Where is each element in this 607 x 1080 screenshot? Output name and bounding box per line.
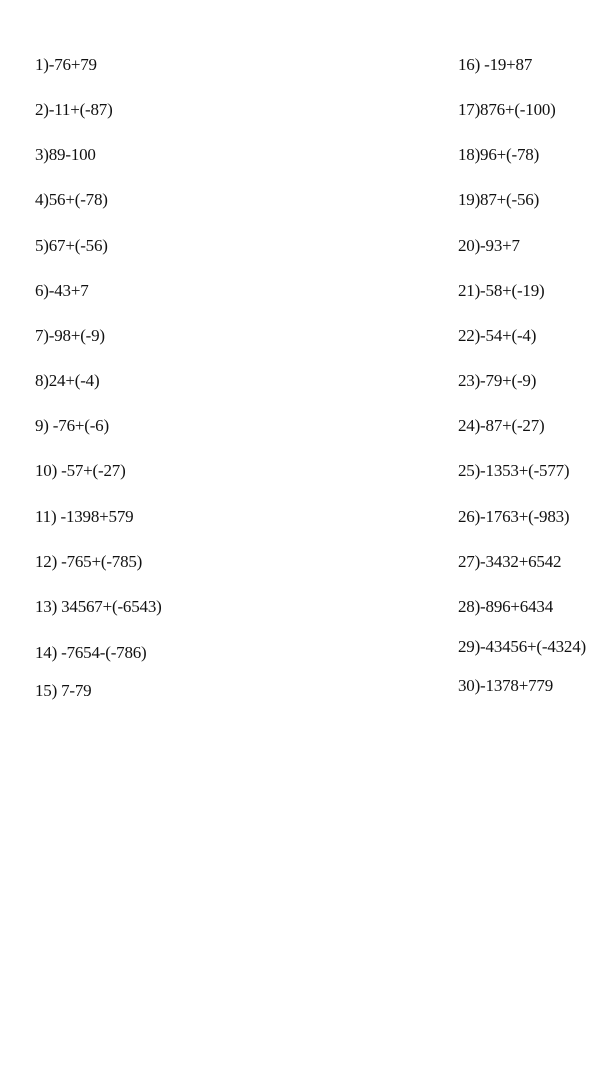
problem-7: 7)-98+(-9) <box>35 326 105 345</box>
problem-11: 11) -1398+579 <box>35 507 134 526</box>
problem-17: 17)876+(-100) <box>458 100 556 119</box>
problem-10: 10) -57+(-27) <box>35 461 126 480</box>
problem-24: 24)-87+(-27) <box>458 416 545 435</box>
problem-22: 22)-54+(-4) <box>458 326 537 345</box>
right-problem-column <box>458 0 607 720</box>
problem-21: 21)-58+(-19) <box>458 281 545 300</box>
problem-28: 28)-896+6434 <box>458 597 554 616</box>
problem-3: 3)89-100 <box>35 145 96 164</box>
problem-25: 25)-1353+(-577) <box>458 461 570 480</box>
left-problem-column <box>35 0 295 720</box>
problem-27: 27)-3432+6542 <box>458 552 562 571</box>
problem-29: 29)-43456+(-4324) <box>458 637 586 656</box>
problem-19: 19)87+(-56) <box>458 190 540 209</box>
problem-23: 23)-79+(-9) <box>458 371 537 390</box>
problem-14: 14) -7654-(-786) <box>35 643 147 662</box>
problem-16: 16) -19+87 <box>458 55 533 74</box>
problem-9: 9) -76+(-6) <box>35 416 109 435</box>
problem-8: 8)24+(-4) <box>35 371 100 390</box>
problem-5: 5)67+(-56) <box>35 236 108 255</box>
problem-30: 30)-1378+779 <box>458 676 554 695</box>
problem-12: 12) -765+(-785) <box>35 552 143 571</box>
problem-26: 26)-1763+(-983) <box>458 507 570 526</box>
problem-1: 1)-76+79 <box>35 55 97 74</box>
problem-18: 18)96+(-78) <box>458 145 540 164</box>
problem-2: 2)-11+(-87) <box>35 100 113 119</box>
problem-4: 4)56+(-78) <box>35 190 108 209</box>
problem-6: 6)-43+7 <box>35 281 89 300</box>
problem-20: 20)-93+7 <box>458 236 520 255</box>
problem-13: 13) 34567+(-6543) <box>35 597 162 616</box>
problem-15: 15) 7-79 <box>35 681 92 700</box>
